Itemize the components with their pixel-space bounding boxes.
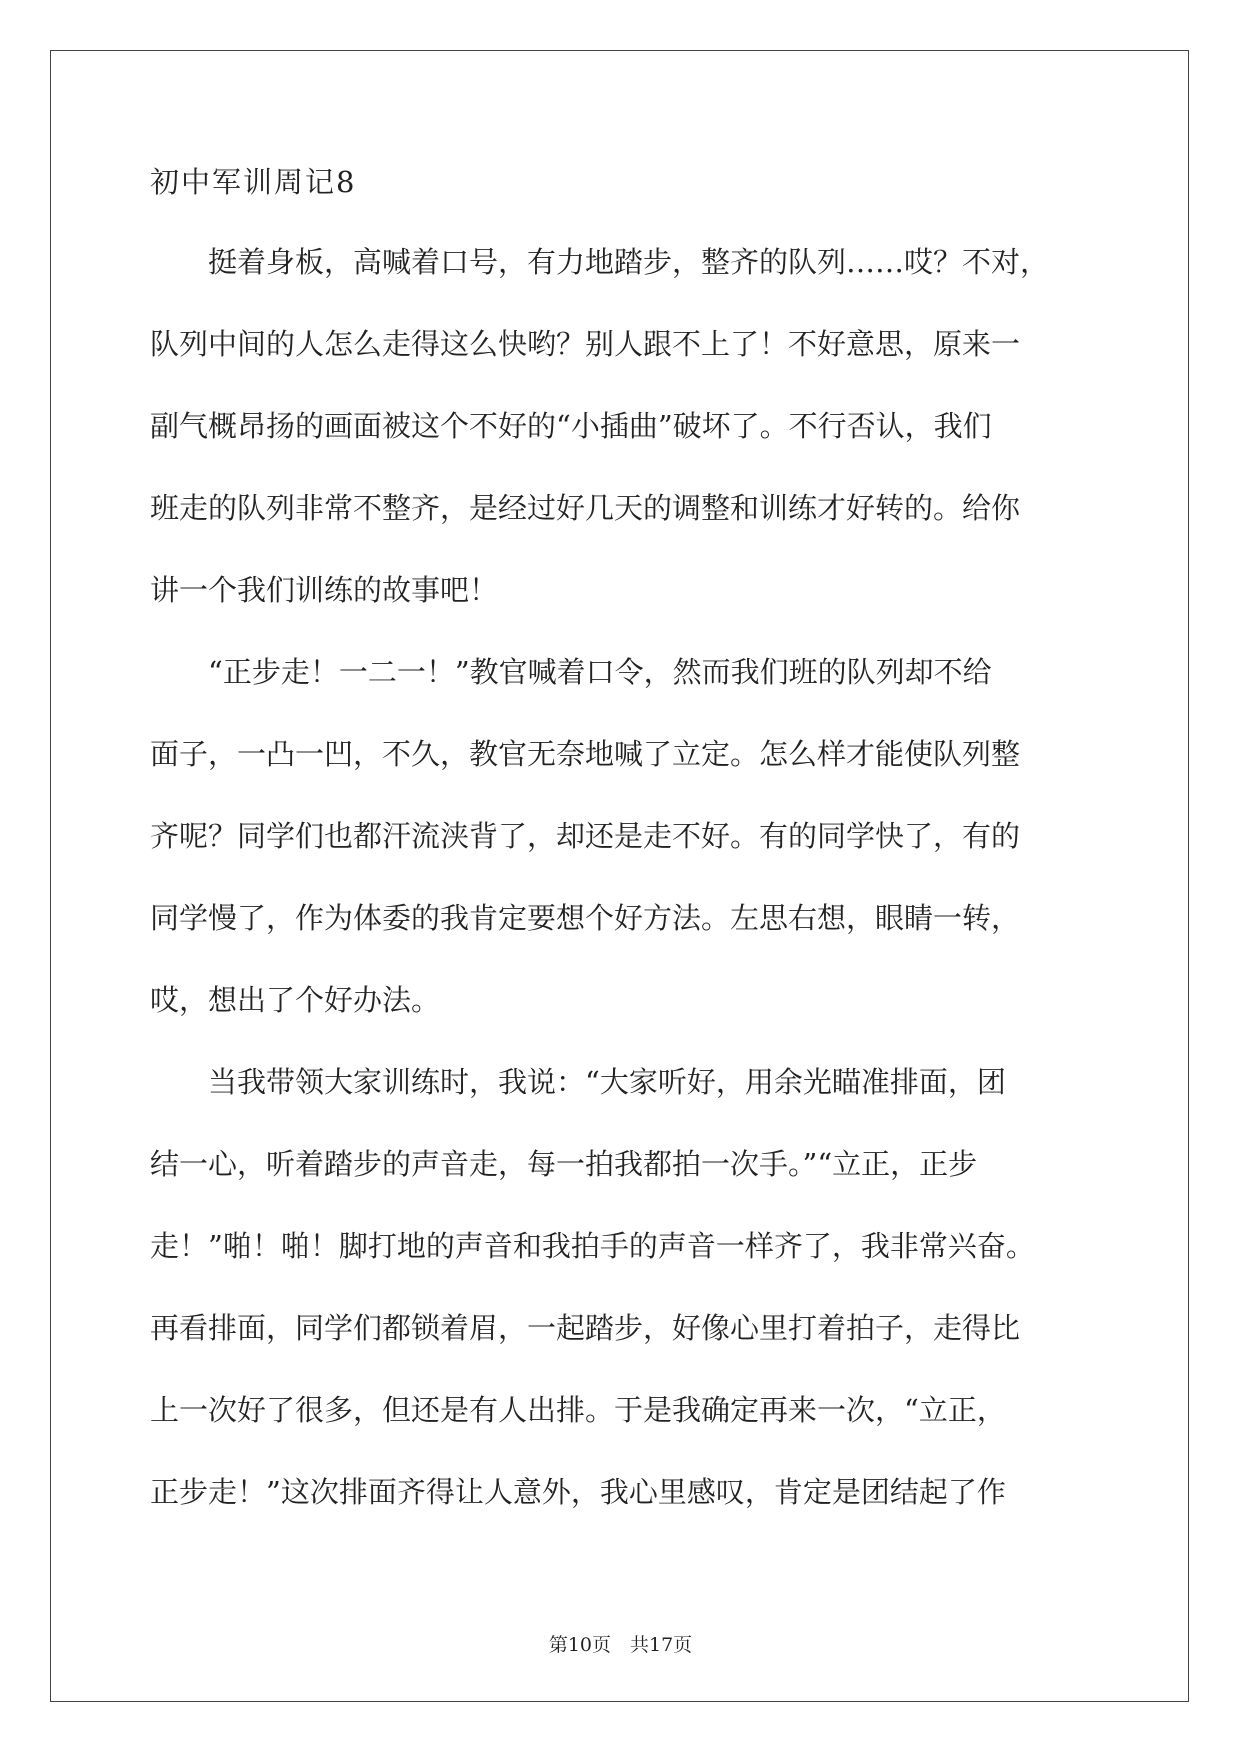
body-line: 讲一个我们训练的故事吧！ — [150, 573, 499, 607]
body-line: 哎，想出了个好办法。 — [150, 983, 441, 1017]
body-line: 当我带领大家训练时，我说：“大家听好，用余光瞄准排面，团 — [150, 1065, 1006, 1099]
body-line: 正步走！”这次排面齐得让人意外，我心里感叹，肯定是团结起了作 — [150, 1475, 1006, 1509]
body-line: 齐呢？同学们也都汗流浃背了，却还是走不好。有的同学快了，有的 — [150, 819, 1021, 853]
page-border — [50, 50, 1189, 1702]
page-number-footer: 第10页 共17页 — [548, 1634, 693, 1656]
body-line: 结一心，听着踏步的声音走，每一拍我都拍一次手。”“立正，正步 — [150, 1147, 978, 1181]
body-line: 挺着身板，高喊着口号，有力地踏步，整齐的队列……哎？不对， — [150, 245, 1050, 279]
body-line: 队列中间的人怎么走得这么快哟？别人跟不上了！不好意思，原来一 — [150, 327, 1021, 361]
document-title: 初中军训周记8 — [150, 165, 357, 199]
body-line: 再看排面，同学们都锁着眉，一起踏步，好像心里打着拍子，走得比 — [150, 1311, 1021, 1345]
body-line: 副气概昂扬的画面被这个不好的“小插曲”破坏了。不行否认，我们 — [150, 409, 992, 443]
body-line: 班走的队列非常不整齐，是经过好几天的调整和训练才好转的。给你 — [150, 491, 1021, 525]
body-line: 上一次好了很多，但还是有人出排。于是我确定再来一次，“立正， — [150, 1393, 1006, 1427]
body-line: 同学慢了，作为体委的我肯定要想个好方法。左思右想，眼睛一转， — [150, 901, 1021, 935]
body-line: 走！”啪！啪！脚打地的声音和我拍手的声音一样齐了，我非常兴奋。 — [150, 1229, 1035, 1263]
body-line: 面子，一凸一凹，不久，教官无奈地喊了立定。怎么样才能使队列整 — [150, 737, 1021, 771]
body-line: “正步走！一二一！”教官喊着口令，然而我们班的队列却不给 — [150, 655, 992, 689]
